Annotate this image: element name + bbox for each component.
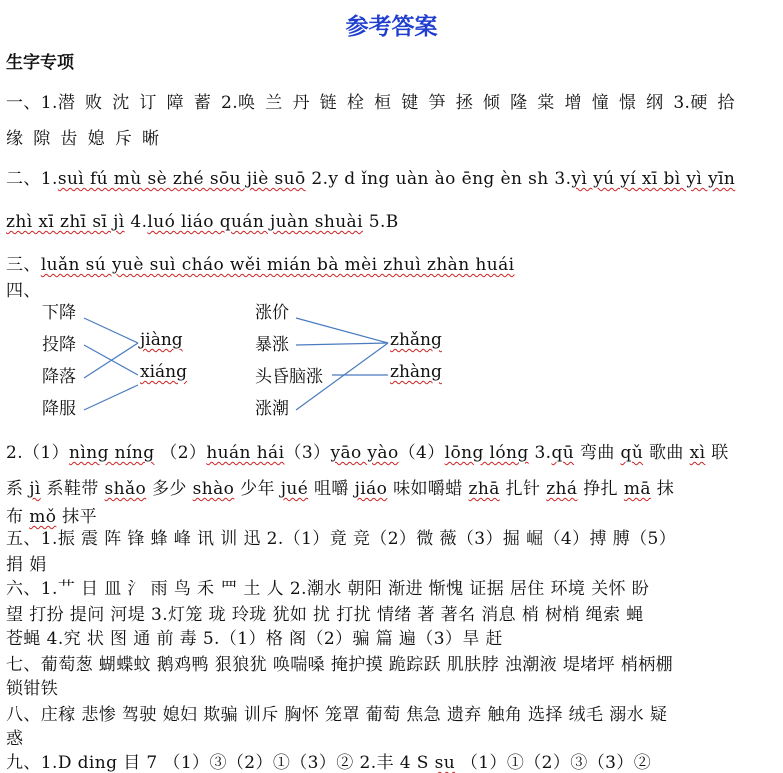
answer-line-17: 八、庄稼 悲惨 驾驶 媳妇 欺骗 训斥 胸怀 笼罩 葡萄 焦急 遗弃 触角 选择 绒毛 溺水 疑	[6, 705, 668, 725]
pinyin-segment: xì	[689, 443, 706, 463]
pinyin-segment: zhá	[546, 479, 578, 499]
pinyin-segment: mā	[623, 479, 651, 499]
match-line	[84, 318, 138, 343]
answer-line-16: 锁钳铁	[6, 679, 59, 699]
match-word: 头昏脑涨	[255, 367, 323, 387]
text-segment: （3）	[284, 443, 331, 463]
match-line	[296, 343, 388, 345]
answer-line-12: 六、1.艹 日 皿 氵 雨 鸟 禾 罒 土 人 2.潮水 朝阳 渐进 惭愧 证据 居住 环境 关怀 盼	[6, 579, 650, 599]
match-word: 投降	[42, 335, 76, 355]
match-word: 暴涨	[255, 335, 289, 355]
pinyin-segment: luó liáo quán juàn shuài	[147, 212, 363, 232]
pinyin-segment: su	[434, 753, 456, 773]
match-word: 涨潮	[255, 399, 289, 419]
answer-line-14: 苍蝇 4.究 状 图 通 前 毒 5.（1）格 阁（2）骗 篇 遍（3）旱 赶	[6, 629, 503, 649]
pinyin-segment: yì yú yí xī bì yì yīn	[571, 169, 736, 189]
pinyin-segment: huán hái	[206, 443, 285, 463]
pinyin-segment: jì	[29, 479, 41, 499]
answer-line-13: 望 打扮 提问 河堤 3.灯笼 珑 玲珑 犹如 扰 打扰 情绪 著 著名 消息 梢 树梢 绳索 蝇	[6, 605, 644, 625]
match-pinyin: xiáng	[140, 362, 187, 382]
text-segment: （4）	[398, 443, 445, 463]
text-segment: （2）	[154, 443, 207, 463]
text-segment: 少年	[234, 479, 281, 499]
text-segment: 咀嚼	[308, 479, 355, 499]
pinyin-segment: qū	[551, 443, 575, 463]
page-title: 参考答案	[345, 14, 438, 40]
match-pinyin: zhàng	[390, 362, 442, 382]
answer-line-4	[6, 212, 778, 232]
text-segment: 联	[705, 443, 729, 463]
match-word: 下降	[42, 303, 76, 323]
match-word: 降服	[42, 399, 76, 419]
answer-line-3	[6, 164, 778, 189]
answer-line-8	[6, 474, 778, 499]
text-segment: （1）①（2）③（3）②	[455, 753, 652, 773]
answer-line-18: 惑	[6, 729, 24, 749]
pinyin-segment: nìng níng	[69, 443, 155, 463]
answer-line-1: 一、1.潜 败 沈 订 障 蓄 2.唤 兰 丹 链 栓 桓 键 笋 拯 倾 隆 棠 增 憧 憬 纲 3.硬 拾	[6, 93, 735, 113]
pinyin-segment: zhì xī zhī sī jì	[6, 212, 125, 232]
pinyin-segment: qǔ	[620, 443, 644, 463]
match-word: 降落	[42, 367, 76, 387]
text-segment: 三、	[6, 255, 41, 275]
text-segment: 布	[6, 507, 30, 527]
text-segment: 4.	[124, 212, 148, 232]
text-segment: 抹	[650, 479, 675, 499]
match-pinyin: jiàng	[140, 330, 183, 350]
pinyin-segment: yāo yào	[330, 443, 399, 463]
match-line	[296, 343, 388, 410]
match-word: 涨价	[255, 303, 289, 323]
text-segment: 九、1.D ding 目 7 （1）③（2）①（3）② 2.丰 4 S	[6, 753, 435, 773]
text-segment: 弯曲	[574, 443, 621, 463]
answer-line-10: 五、1.振 震 阵 锋 蜂 峰 讯 训 迅 2.（1）竟 竞（2）微 薇（3）掘 崛（4）搏 膊（5）	[6, 529, 677, 549]
pinyin-segment: jué	[280, 479, 309, 499]
pinyin-segment: shào	[192, 479, 235, 499]
match-line	[296, 318, 388, 343]
match-pinyin: zhǎng	[390, 330, 442, 350]
text-segment: 2.（1）	[6, 443, 70, 463]
text-segment: 3.	[528, 443, 552, 463]
answer-line-15: 七、葡萄葱 蝴蝶蚊 鹅鸡鸭 狠狼犹 唤喘嗓 掩护摸 跪踪跃 肌肤脖 浊潮液 堤堵坪 梢柄棚	[6, 655, 674, 675]
answer-line-7	[6, 438, 778, 463]
text-segment: 多少	[146, 479, 193, 499]
text-segment: 2.y d ǐng uàn ào ēng èn sh 3.	[305, 169, 572, 189]
answer-line-5	[6, 250, 778, 275]
matching-lines	[0, 290, 783, 430]
section-heading: 生字专项	[6, 53, 74, 73]
text-segment: 扎针	[499, 479, 547, 499]
text-segment: 歌曲	[643, 443, 690, 463]
text-segment: 系	[6, 479, 30, 499]
match-line	[84, 343, 138, 378]
pinyin-segment: mǒ	[29, 507, 57, 527]
text-segment: 5.B	[362, 212, 399, 232]
pinyin-segment: shǎo	[104, 479, 147, 499]
answer-line-6: 四、	[6, 281, 41, 301]
pinyin-segment: jiáo	[354, 479, 388, 499]
answer-line-11: 捐 娟	[6, 555, 47, 575]
answer-line-19	[6, 748, 778, 773]
text-segment: 味如嚼蜡	[387, 479, 469, 499]
text-segment: 系鞋带	[40, 479, 105, 499]
text-segment: 抹平	[56, 507, 97, 527]
text-segment: 二、1.	[6, 169, 58, 189]
answer-line-2: 缘 隙 齿 媳 斥 晰	[6, 129, 160, 149]
match-line	[84, 385, 138, 410]
pinyin-segment: zhā	[468, 479, 500, 499]
pinyin-segment: suì fú mù sè zhé sōu jiè suō	[57, 169, 306, 189]
pinyin-segment: lōng lóng	[444, 443, 529, 463]
pinyin-segment: luǎn sú yuè suì cháo wěi mián bà mèi zhuì zhàn huái	[40, 255, 515, 275]
text-segment: 挣扎	[577, 479, 624, 499]
